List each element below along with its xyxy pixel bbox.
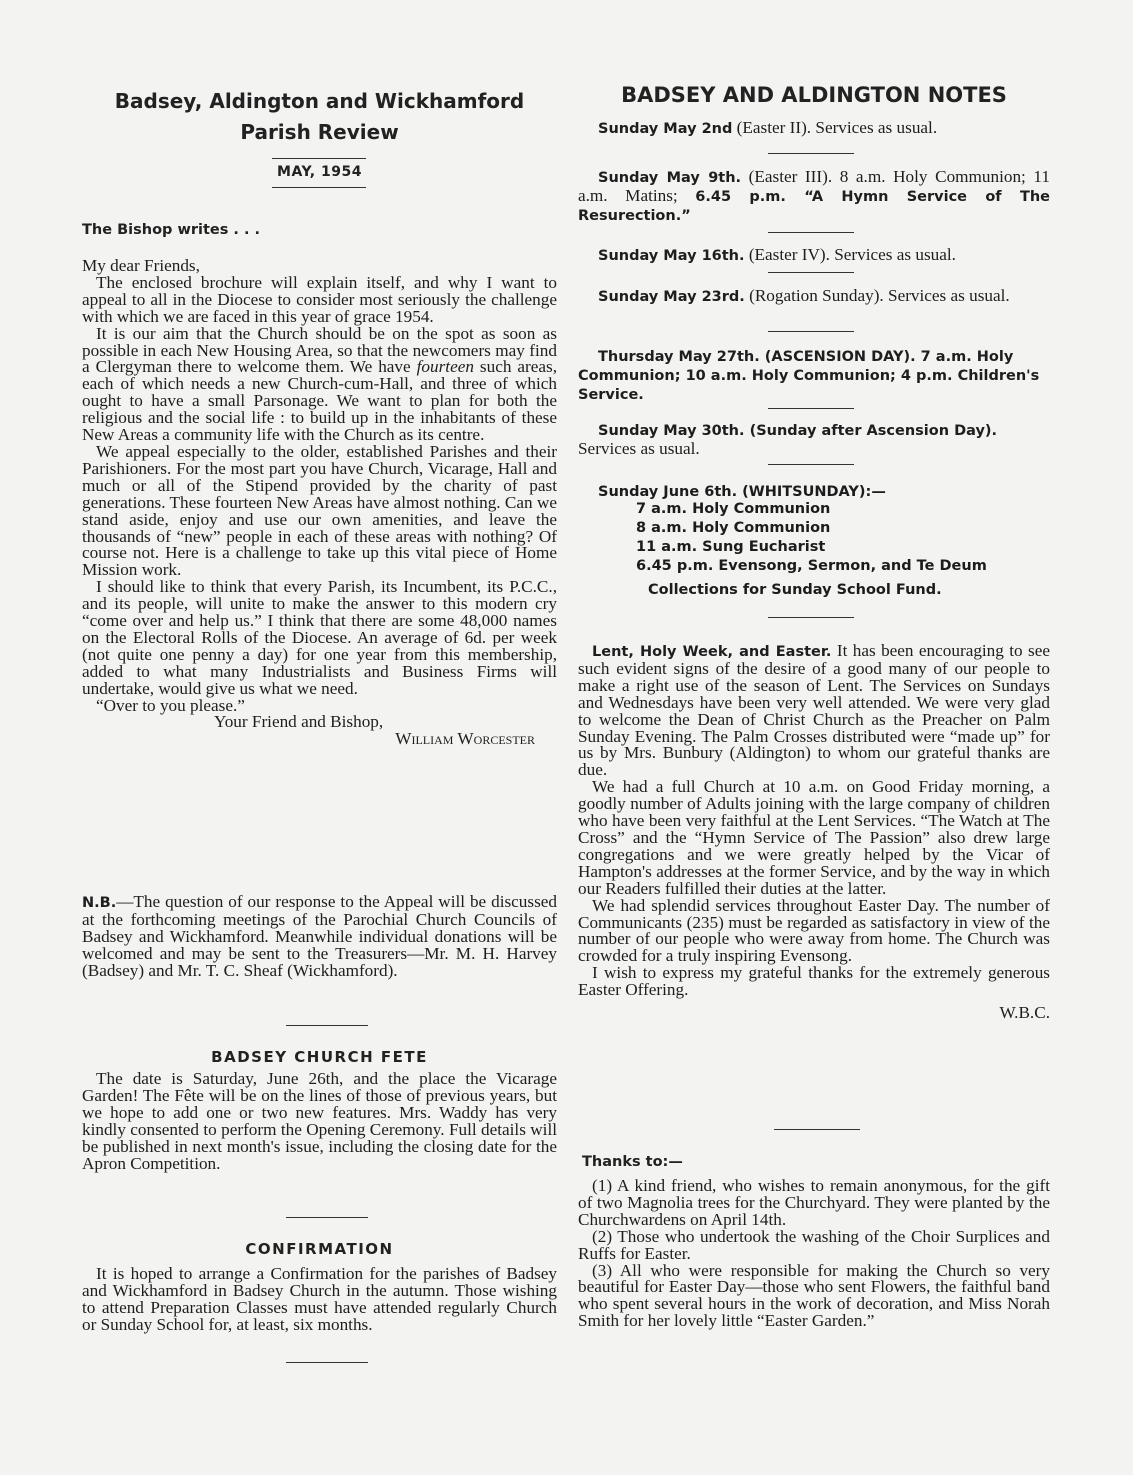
divider	[768, 464, 854, 465]
divider	[272, 187, 366, 188]
lent-paragraph: I wish to express my grateful thanks for the extremely generous Easter Offering.	[578, 963, 1050, 1000]
notice-may-27	[578, 347, 1050, 404]
notice-may-23	[578, 287, 1050, 306]
notice-text: Services as usual.	[578, 439, 700, 458]
signature: William Worcester	[395, 729, 535, 749]
notice-text: (Easter II). Services as usual.	[732, 118, 938, 137]
emphasis: fourteen	[416, 357, 474, 377]
notice-text: (Easter III). 8 a.m. Holy Communion; 11 a.m. Matins;	[578, 167, 1050, 205]
bishop-paragraph-part: It is our aim that the Church should be on the spot as soon as possible in each New Housing Area, so that the newcomers may find a Clergyman there to welcome them. We have	[82, 323, 557, 377]
notice-date: Sunday May 2nd	[598, 121, 733, 137]
notice-date: Sunday May 9th.	[598, 170, 742, 186]
fete-text-block	[82, 1071, 557, 1172]
divider	[768, 232, 854, 233]
confirmation-heading: CONFIRMATION	[245, 1240, 394, 1258]
lent-article	[578, 643, 1050, 1022]
confirmation-text-block	[82, 1266, 557, 1334]
notice-date: Sunday May 23rd.	[598, 289, 745, 305]
service-item: 6.45 p.m. Evensong, Sermon, and Te Deum	[636, 558, 987, 574]
notice-text: (Rogation Sunday). Services as usual.	[744, 286, 1010, 305]
thanks-list	[578, 1178, 1050, 1330]
lent-paragraph: We had a full Church at 10 a.m. on Good Friday morning, a goodly number of Adults joining with the large company of children who have been very faithful at the Lent Services. “The Watch at The Cross” and the “Hymn Service of The Passion” also drew large congregations and we were greatly helped by the Vicar of Hampton's addresses at the former Service, and by the way in which our Readers fulfilled their duties at the latter.	[578, 777, 1050, 898]
publication-title-line2: Parish Review	[240, 120, 399, 144]
divider	[768, 408, 854, 409]
collections-note: Collections for Sunday School Fund.	[648, 582, 942, 598]
notes-title: BADSEY AND ALDINGTON NOTES	[621, 83, 1007, 107]
bishop-paragraph: The enclosed brochure will explain itself, and why I want to appeal to all in the Diocese to consider most seriously the challenge with which we are faced in this year of grace 1954.	[82, 272, 557, 326]
publication-title-line1: Badsey, Aldington and Wickhamford	[114, 89, 525, 113]
whitsunday-heading: Sunday June 6th. (WHITSUNDAY):—	[598, 484, 886, 500]
closing: Your Friend and Bishop,	[214, 712, 384, 732]
issue-date: MAY, 1954	[277, 164, 362, 180]
divider	[286, 1217, 368, 1218]
notice-date: Sunday May 30th. (Sunday after Ascension Day).	[598, 423, 998, 439]
divider	[774, 1129, 860, 1130]
fete-text: The date is Saturday, June 26th, and the place the Vicarage Garden! The Fête will be on the lines of those of previous years, but we hope to add one or two new features. Mrs. Waddy has very kindly consented to perform the Opening Ceremony. Full details will be published in next month's issue, including the closing date for the Apron Competition.	[82, 1069, 557, 1173]
notice-may-16	[598, 246, 1050, 265]
notice-text: (Easter IV). Services as usual.	[744, 245, 956, 264]
notice-may-9	[578, 168, 1050, 225]
bishop-paragraph: I should like to think that every Parish, its Incumbent, its P.C.C., and its people, will unite to make the answer to this modern cry “come over and help us.” I think that there are some 48,000 names on the Electoral Rolls of the Diocese. An average of 6d. per week (not quite one penny a day) for one year from this membership, added to what many Industrialists and Business Firms will undertake, would give us what we need.	[82, 577, 557, 698]
service-item: 11 a.m. Sung Eucharist	[636, 539, 826, 555]
initials: W.B.C.	[999, 1003, 1050, 1023]
bishop-letter	[82, 258, 557, 748]
bishop-heading: The Bishop writes . . .	[82, 222, 261, 238]
lent-paragraph: It has been encouraging to see such evident signs of the desire of a good many of our people to make a right use of the season of Lent. The Services on Sundays and Wednesdays have been very well attended. We were very glad to welcome the Dean of Christ Church as the Preacher on Palm Sunday Evening. The Palm Crosses distributed were “made up” for us by Mrs. Bunbury (Aldington) to whom our grateful thanks are due.	[578, 641, 1050, 780]
divider	[768, 617, 854, 618]
nb-note	[82, 894, 557, 980]
publication-title	[82, 86, 557, 148]
whitsunday-schedule	[598, 484, 1050, 598]
notice-highlight: 6.45 p.m. “A Hymn Service of The Resurection.”	[578, 189, 1050, 224]
salutation: My dear Friends,	[82, 256, 200, 275]
bishop-paragraph: We appeal especially to the older, established Parishes and their Parishioners. For the most part you have Church, Vicarage, Hall and much or all of the Stipend provided by the charity of past generations. These fourteen New Areas have almost nothing. Can we stand aside, enjoy and use our own amenities, and leave the thousands of “new” people in each of these areas with nothing? Of course not. Here is a challenge to take up this vital piece of Home Mission work.	[82, 441, 557, 580]
notice-date: Thursday May 27th. (ASCENSION DAY). 7 a.m. Holy Communion; 10 a.m. Holy Communion; 4 p.m. Children's Service.	[578, 349, 1040, 403]
service-item: 8 a.m. Holy Communion	[636, 520, 831, 536]
service-item: 7 a.m. Holy Communion	[636, 501, 831, 517]
notice-may-30	[578, 421, 1050, 457]
confirmation-text: It is hoped to arrange a Confirmation for the parishes of Badsey and Wickhamford in Badsey Church in the autumn. Those wishing to attend Preparation Classes must have attended regularly Church or Sunday School for, at least, six months.	[82, 1264, 557, 1334]
divider	[768, 153, 854, 154]
divider	[768, 272, 854, 273]
thanks-heading: Thanks to:—	[582, 1154, 683, 1170]
bishop-paragraph	[82, 323, 557, 445]
thanks-item: (3) All who were responsible for making the Church so very beautiful for Easter Day—those who sent Flowers, the faithful band who spent several hours in the work of decoration, and Miss Norah Smith for her lovely little “Easter Garden.”	[578, 1260, 1050, 1331]
notice-may-2	[598, 119, 1050, 138]
thanks-item: (1) A kind friend, who wishes to remain anonymous, for the gift of two Magnolia trees for the Churchyard. They were planted by the Churchwardens on April 14th.	[578, 1176, 1050, 1229]
divider	[272, 158, 366, 159]
thanks-item: (2) Those who undertook the washing of the Choir Surplices and Ruffs for Easter.	[578, 1226, 1050, 1263]
nb-label: N.B.	[82, 895, 117, 911]
bishop-paragraph-part: such areas, each of which needs a new Church-cum-Hall, and three of which ought to have a small Parsonage. We want to plan for both the religious and the social life : to build up in the inhabitants of these New Areas a community life with the Church as its centre.	[82, 357, 557, 445]
notice-date: Sunday May 16th.	[598, 248, 745, 264]
lent-paragraph: We had splendid services throughout Easter Day. The number of Communicants (235) must be regarded as satisfactory in view of the number of our people who were away from home. The Church was crowded for a truly inspiring Evensong.	[578, 895, 1050, 966]
bishop-paragraph: “Over to you please.”	[96, 695, 245, 715]
fete-heading: BADSEY CHURCH FETE	[211, 1048, 428, 1066]
whitsunday-services	[598, 500, 1050, 576]
divider	[768, 331, 854, 332]
lent-heading: Lent, Holy Week, and Easter.	[592, 644, 832, 660]
divider	[286, 1362, 368, 1363]
divider	[286, 1025, 368, 1026]
nb-text: —The question of our response to the Appeal will be discussed at the forthcoming meetings of the Parochial Church Councils of Badsey and Wickhamford. Meanwhile individual donations will be welcomed and may be sent to the Treasurers—Mr. M. H. Harvey (Badsey) and Mr. T. C. Sheaf (Wickhamford).	[82, 892, 557, 980]
